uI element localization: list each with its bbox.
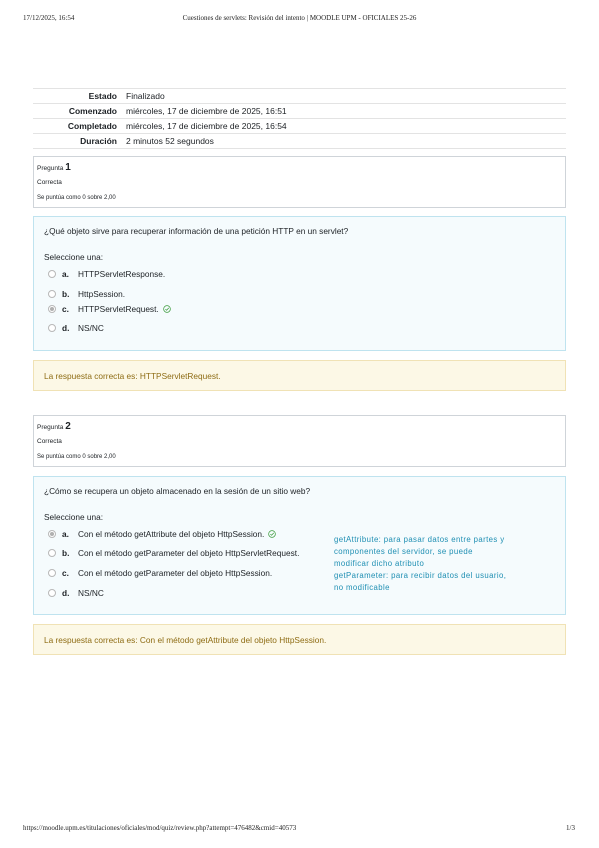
question-grade: Se puntúa como 0 sobre 2,00 bbox=[37, 454, 116, 460]
summary-value: 2 minutos 52 segundos bbox=[122, 134, 566, 149]
answer-letter: d. bbox=[62, 323, 70, 333]
answer-letter: b. bbox=[62, 289, 70, 299]
question-2-feedback bbox=[33, 624, 566, 655]
answer-letter: c. bbox=[62, 304, 69, 314]
answer-option-d[interactable] bbox=[48, 588, 104, 598]
annotation-line: getAttribute: para pasar datos entre partes y bbox=[334, 535, 505, 544]
radio-icon[interactable] bbox=[48, 569, 56, 577]
radio-icon[interactable] bbox=[48, 290, 56, 298]
question-1-info bbox=[33, 156, 566, 208]
question-number bbox=[37, 162, 71, 173]
answer-option-a[interactable] bbox=[48, 529, 276, 539]
right-answer-text: La respuesta correcta es: HTTPServletRequest. bbox=[44, 371, 221, 381]
question-2-info bbox=[33, 415, 566, 467]
answer-prompt: Seleccione una: bbox=[44, 512, 104, 522]
print-date: 17/12/2025, 16:54 bbox=[23, 14, 75, 22]
print-url: https://moodle.upm.es/titulaciones/oficiales/mod/quiz/review.php?attempt=476482&cmid=40573 bbox=[23, 824, 297, 832]
summary-label: Duración bbox=[33, 134, 122, 149]
radio-icon[interactable] bbox=[48, 549, 56, 557]
summary-row bbox=[33, 119, 566, 134]
summary-value: miércoles, 17 de diciembre de 2025, 16:51 bbox=[122, 104, 566, 119]
question-text: ¿Qué objeto sirve para recuperar información de una petición HTTP en un servlet? bbox=[44, 226, 349, 236]
handwritten-annotation bbox=[334, 534, 548, 594]
annotation-line: componentes del servidor, se puede bbox=[334, 547, 473, 556]
answer-option-c[interactable] bbox=[48, 568, 272, 578]
answer-option-c[interactable] bbox=[48, 304, 171, 314]
annotation-line: getParameter: para recibir datos del usuario, bbox=[334, 571, 507, 580]
answer-letter: a. bbox=[62, 529, 69, 539]
answer-text: HTTPServletResponse. bbox=[78, 269, 166, 279]
summary-value: Finalizado bbox=[122, 89, 566, 104]
question-1-formulation bbox=[33, 216, 566, 351]
question-prefix: Pregunta bbox=[37, 424, 64, 431]
answer-option-d[interactable] bbox=[48, 323, 104, 333]
radio-checked-icon[interactable] bbox=[48, 305, 56, 313]
print-title: Cuestiones de servlets: Revisión del intento | MOODLE UPM - OFICIALES 25-26 bbox=[182, 14, 417, 22]
radio-icon[interactable] bbox=[48, 589, 56, 597]
right-answer-text: La respuesta correcta es: Con el método getAttribute del objeto HttpSession. bbox=[44, 635, 327, 645]
question-state: Correcta bbox=[37, 438, 62, 445]
question-prefix: Pregunta bbox=[37, 165, 64, 172]
summary-label: Comenzado bbox=[33, 104, 122, 119]
question-state: Correcta bbox=[37, 179, 62, 186]
summary-row bbox=[33, 89, 566, 104]
summary-value: miércoles, 17 de diciembre de 2025, 16:54 bbox=[122, 119, 566, 134]
question-number-value: 1 bbox=[65, 162, 71, 173]
answer-text: Con el método getParameter del objeto HttpServletRequest. bbox=[78, 548, 300, 558]
check-circle-icon bbox=[163, 305, 171, 313]
summary-label: Estado bbox=[33, 89, 122, 104]
question-number-value: 2 bbox=[65, 421, 71, 432]
answer-letter: c. bbox=[62, 568, 69, 578]
summary-row bbox=[33, 134, 566, 149]
radio-icon[interactable] bbox=[48, 270, 56, 278]
question-1-feedback bbox=[33, 360, 566, 391]
summary-label: Completado bbox=[33, 119, 122, 134]
annotation-line: modificar dicho atributo bbox=[334, 559, 425, 568]
answer-text: NS/NC bbox=[78, 323, 104, 333]
question-number bbox=[37, 421, 71, 432]
question-grade: Se puntúa como 0 sobre 2,00 bbox=[37, 195, 116, 201]
answer-text: HTTPServletRequest. bbox=[78, 304, 159, 314]
summary-row bbox=[33, 104, 566, 119]
answer-letter: a. bbox=[62, 269, 69, 279]
radio-icon[interactable] bbox=[48, 324, 56, 332]
answer-text: Con el método getAttribute del objeto HttpSession. bbox=[78, 529, 265, 539]
radio-checked-icon[interactable] bbox=[48, 530, 56, 538]
answer-text: Con el método getParameter del objeto HttpSession. bbox=[78, 568, 273, 578]
annotation-line: no modificable bbox=[334, 583, 390, 592]
answer-text: HttpSession. bbox=[78, 289, 126, 299]
check-circle-icon bbox=[268, 530, 276, 538]
answer-text: NS/NC bbox=[78, 588, 104, 598]
page-number: 1/3 bbox=[566, 824, 575, 832]
answer-option-b[interactable] bbox=[48, 548, 299, 558]
answer-prompt: Seleccione una: bbox=[44, 252, 104, 262]
answer-letter: d. bbox=[62, 588, 70, 598]
answer-option-b[interactable] bbox=[48, 289, 125, 299]
attempt-summary-table bbox=[33, 88, 566, 149]
answer-letter: b. bbox=[62, 548, 70, 558]
question-text: ¿Cómo se recupera un objeto almacenado en la sesión de un sitio web? bbox=[44, 486, 311, 496]
answer-option-a[interactable] bbox=[48, 269, 165, 279]
